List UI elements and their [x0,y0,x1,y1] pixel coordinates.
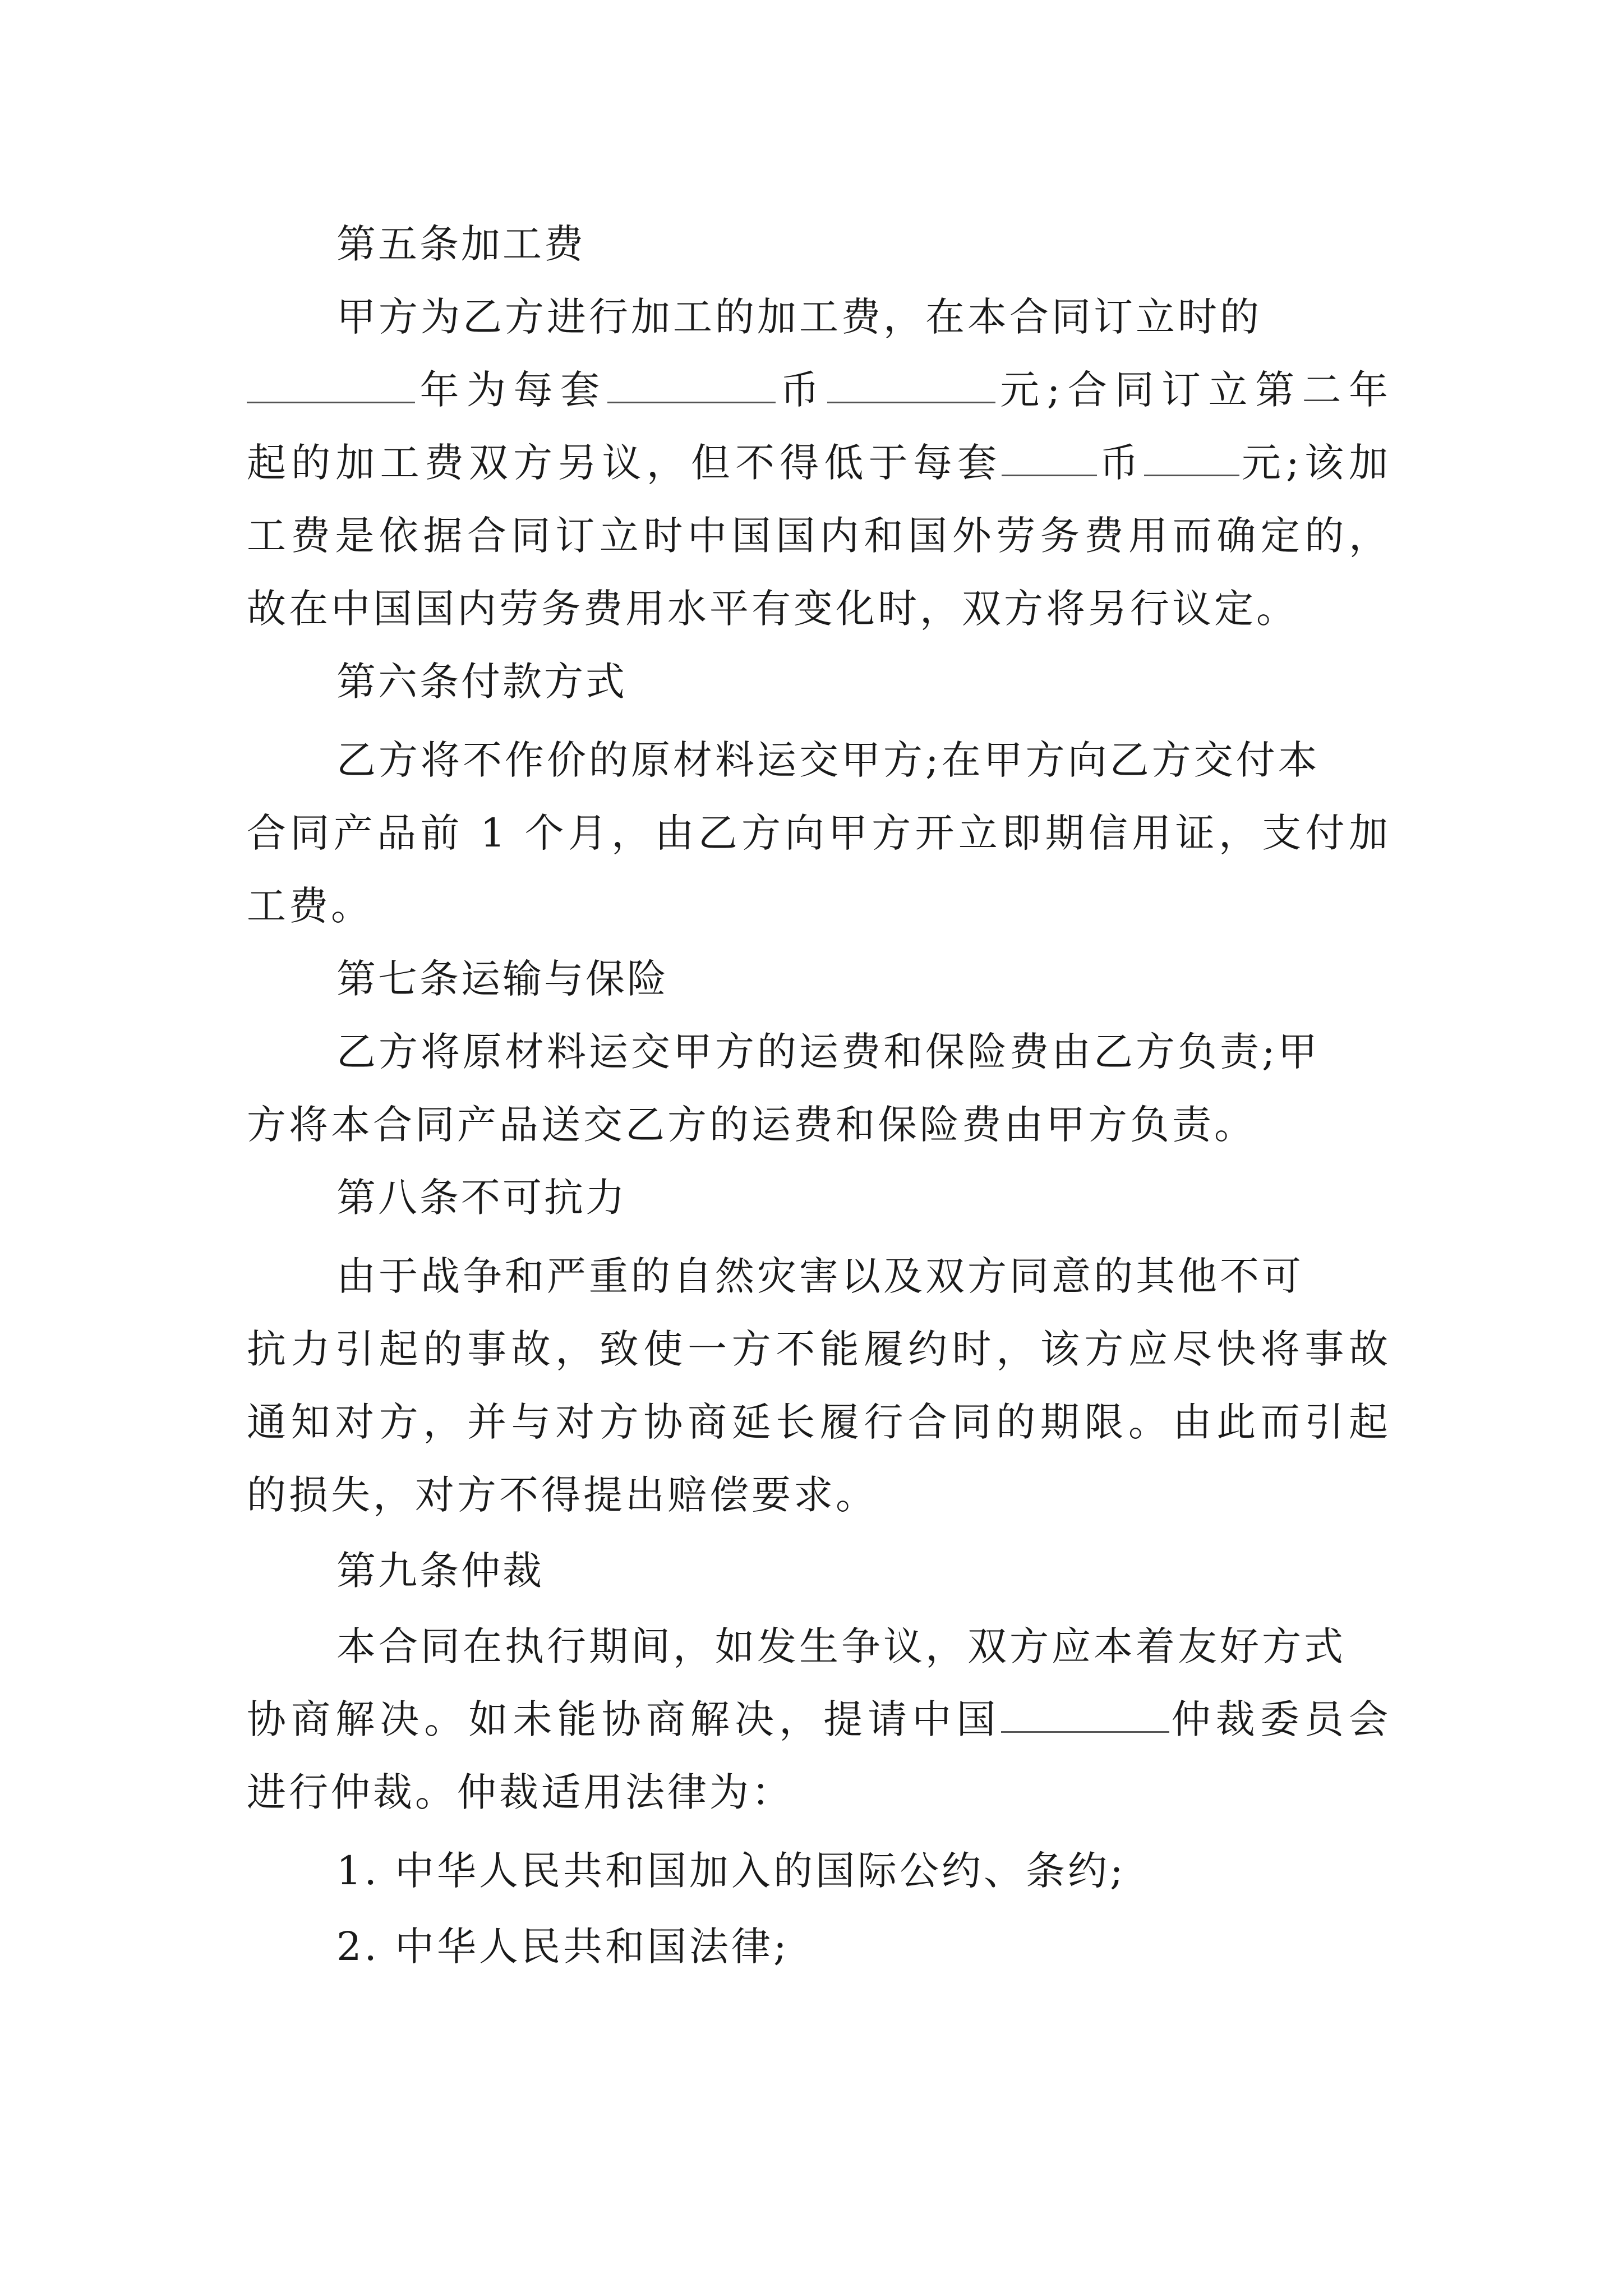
article-5-line-5: 故在中国国内劳务费用水平有变化时，双方将另行议定。 [247,586,1298,632]
article-5-line-4: 工费是依据合同订立时中国国内和国外劳务费用而确定的， [247,513,1391,559]
blank-field [607,365,776,403]
article-5-line-2: 年为每套 币 元;合同订立第二年 [247,362,1391,418]
article-6-line-3: 工费。 [247,883,373,929]
blank-field [1002,438,1097,476]
article-5-heading: 第五条加工费 [336,221,585,267]
article-8-line-3: 通知对方，并与对方协商延长履行合同的期限。由此而引起 [247,1399,1391,1445]
article-9-list-item-1: 1. 中华人民共和国加入的国际公约、条约; [336,1848,1126,1894]
article-6-line-2: 合同产品前 1 个月，由乙方向甲方开立即期信用证，支付加 [247,810,1391,856]
blank-field [1001,1694,1169,1733]
article-9-list-item-2: 2. 中华人民共和国法律; [336,1924,790,1970]
article-7-line-2: 方将本合同产品送交乙方的运费和保险费由甲方负责。 [247,1102,1256,1148]
article-8-line-1: 由于战争和严重的自然灾害以及双方同意的其他不可 [336,1253,1304,1299]
article-9-heading: 第九条仲裁 [336,1548,544,1594]
article-9-line-2: 协商解决。如未能协商解决，提请中国 仲裁委员会 [247,1691,1391,1747]
article-6-heading: 第六条付款方式 [336,659,627,705]
article-7-line-1: 乙方将原材料运交甲方的运费和保险费由乙方负责;甲 [336,1029,1320,1075]
article-5-line-1: 甲方为乙方进行加工的加工费，在本合同订立时的 [336,294,1262,340]
blank-field [827,365,995,403]
article-8-heading: 第八条不可抗力 [336,1175,627,1221]
article-9-line-1: 本合同在执行期间，如发生争议，双方应本着友好方式 [336,1623,1346,1669]
blank-field [1144,438,1239,476]
article-8-line-4: 的损失，对方不得提出赔偿要求。 [247,1472,878,1518]
article-5-line-3: 起的加工费双方另议，但不得低于每套 币 元;该加 [247,435,1391,491]
article-6-line-1: 乙方将不作价的原材料运交甲方;在甲方向乙方交付本 [336,737,1320,783]
article-9-line-3: 进行仲裁。仲裁适用法律为： [247,1769,794,1815]
article-7-heading: 第七条运输与保险 [336,956,668,1002]
article-8-line-2: 抗力引起的事故，致使一方不能履约时，该方应尽快将事故 [247,1326,1391,1372]
blank-field [247,365,415,403]
